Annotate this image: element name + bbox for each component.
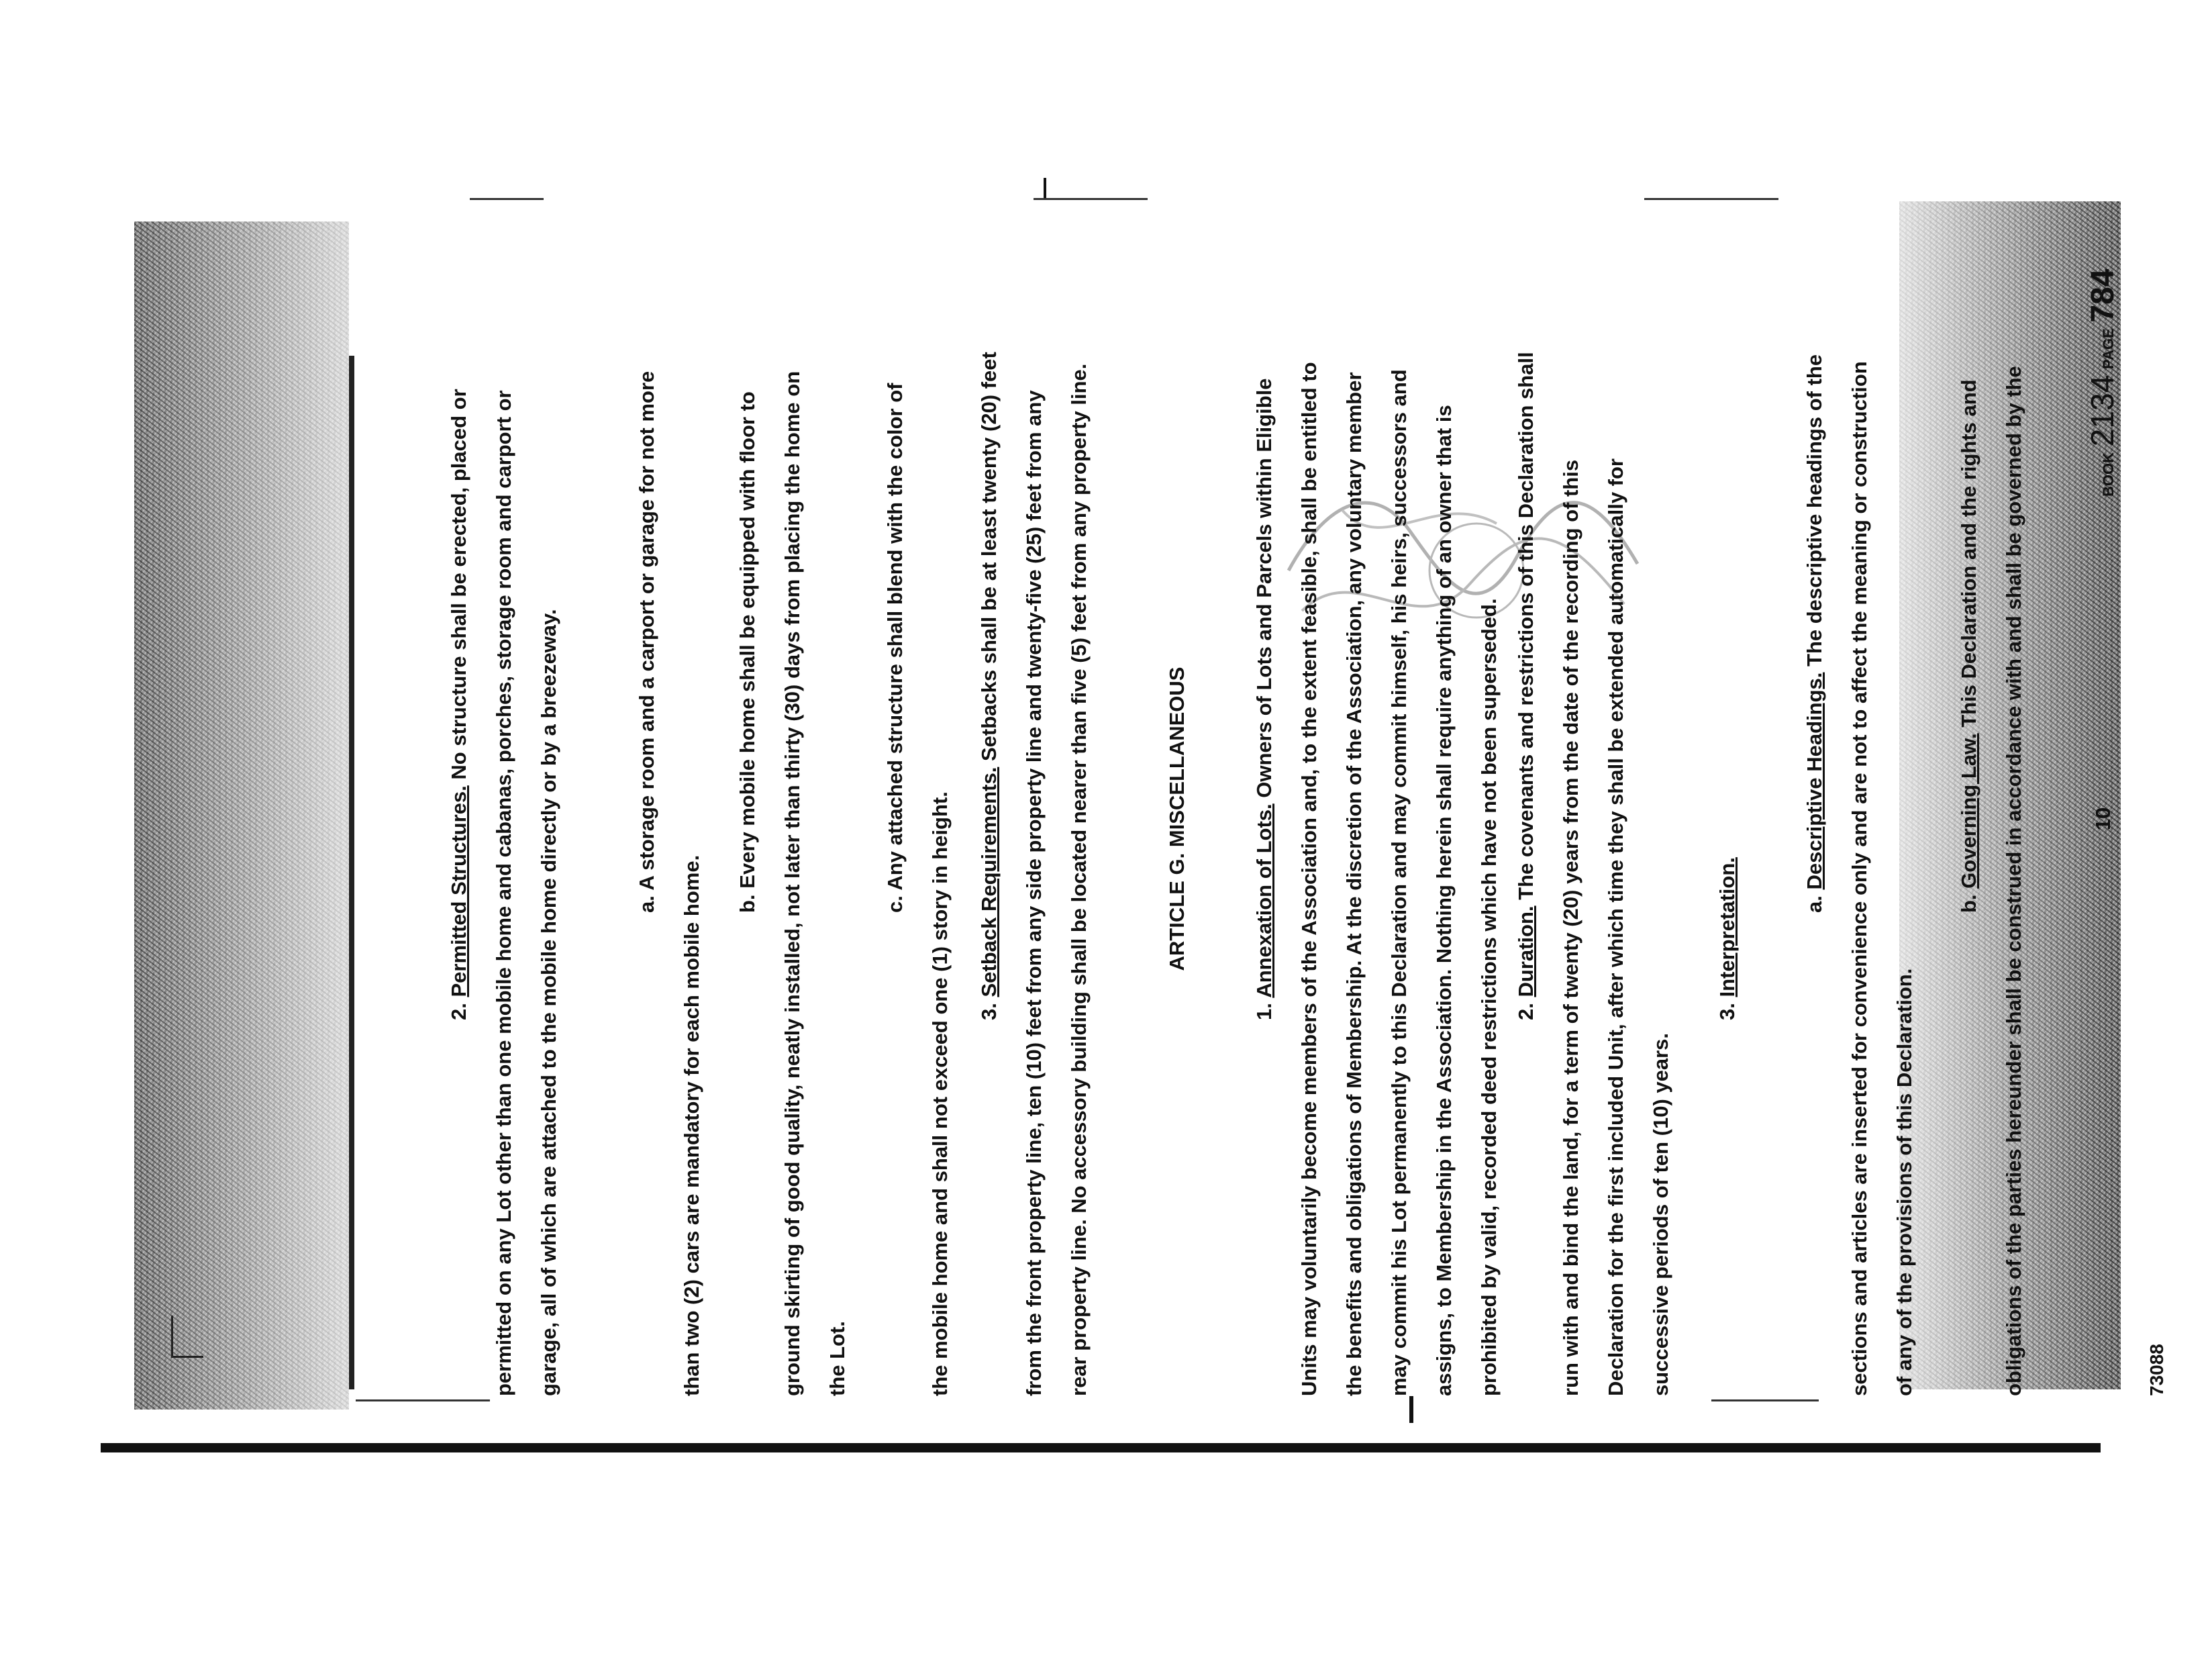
section-number: 3. (977, 1003, 1001, 1020)
subsection-title: Governing Law. (1957, 733, 1980, 889)
subsection-body: b. Every mobile home shall be equipped with floor to ground skirting of good quality, neatly installed, not later than thirty (30) days from placing the home on the Lot. (736, 371, 849, 1396)
scan-gutter-line (349, 356, 354, 1389)
dash-mark (1644, 198, 1778, 200)
subsection-body: This Declaration and the rights and obligations of the parties hereunder shall be construed in accordance with and shall be governed by the (1957, 366, 2025, 1396)
descriptive-headings-paragraph (1792, 349, 1927, 1396)
scan-edge-rule (101, 1443, 2101, 1452)
attached-structure-paragraph (872, 349, 962, 1396)
governing-law-paragraph (1946, 349, 2036, 1396)
section-body: The covenants and restrictions of this Declaration shall run with and bind the land, for a term of twenty (20) years from the date of the recording of this Declaration for the first included Unit, after which time they shall be extended automatically for successive periods of ten (10) years. (1514, 352, 1672, 1396)
section-body: No structure shall be erected, placed or permitted on any Lot other than one mobile home and cabanas, porches, storage room and carport or garage, all of which are attached to the mobile home directly or by a breezeway. (447, 389, 560, 1396)
page-number: 10 (2091, 807, 2115, 831)
section-body: Setbacks shall be at least twenty (20) feet from the front property line, ten (10) feet from any side property line and twenty-five (25) feet from any rear property line. No accessory building shall be located nearer than five (5) feet from any property line. (977, 352, 1091, 1396)
section-number: 2. (447, 1003, 470, 1020)
interpretation-paragraph (1705, 349, 1750, 1396)
section-number: 3. (1715, 1003, 1739, 1020)
section-number: 2. (1514, 1003, 1538, 1020)
setback-paragraph (966, 349, 1101, 1396)
scan-noise-left (134, 221, 349, 1410)
tick-mark (1044, 178, 1046, 198)
dash-mark (1034, 198, 1148, 200)
skirting-paragraph (725, 349, 860, 1396)
subsection-number: a. (1803, 895, 1826, 913)
section-body: Owners of Lots and Parcels within Eligible Units may voluntarily become members of the Association and, to the extent feasible, shall be entitled to the benefits and obligations of Membership. At the discretion of the Association, any voluntary member may commit his Lot permanently to this Declaration and may commit himself, his heirs, successors and assigns, to Membership in the Association. Nothing herein shall require anything of an owner that is prohibited by valid, recorded deed restrictions which have not been superseded. (1252, 362, 1501, 1396)
subsection-body: c. Any attached structure shall blend with the color of the mobile home and shall not exceed one (1) story in height. (883, 383, 952, 1396)
storage-room-paragraph (624, 349, 714, 1396)
subsection-body: a. A storage room and a carport or garage for not more than two (2) cars are mandatory for each mobile home. (635, 371, 703, 1396)
permitted-structures-paragraph (436, 349, 571, 1396)
page-reference-number: 784 (2085, 268, 2121, 323)
duration-paragraph (1503, 349, 1683, 1396)
subsection-title: Descriptive Headings. (1803, 672, 1826, 890)
corner-crop-mark (171, 1316, 203, 1358)
dash-mark (470, 198, 544, 200)
section-title: Permitted Structures. (447, 785, 470, 997)
section-title: Annexation of Lots. (1252, 803, 1276, 998)
section-title: Duration. (1514, 905, 1538, 997)
book-number: 2134 (2085, 375, 2121, 447)
book-page-reference (2080, 269, 2131, 497)
document-code: 73088 (2146, 1344, 2167, 1396)
subsection-number: b. (1957, 894, 1980, 913)
annexation-paragraph (1242, 349, 1511, 1396)
book-label: BOOK (2100, 452, 2117, 497)
page-label: PAGE (2100, 328, 2117, 369)
subsection-body: The descriptive headings of the sections and articles are inserted for convenience only and are not to affect the meaning or construction of any of the provisions of this Declaration. (1803, 354, 1916, 1396)
section-title: Interpretation. (1715, 857, 1739, 997)
article-heading: ARTICLE G. MISCELLANEOUS (1165, 667, 1189, 971)
section-title: Setback Requirements. (977, 767, 1001, 997)
document-page (362, 215, 2212, 1423)
section-number: 1. (1252, 1003, 1276, 1020)
